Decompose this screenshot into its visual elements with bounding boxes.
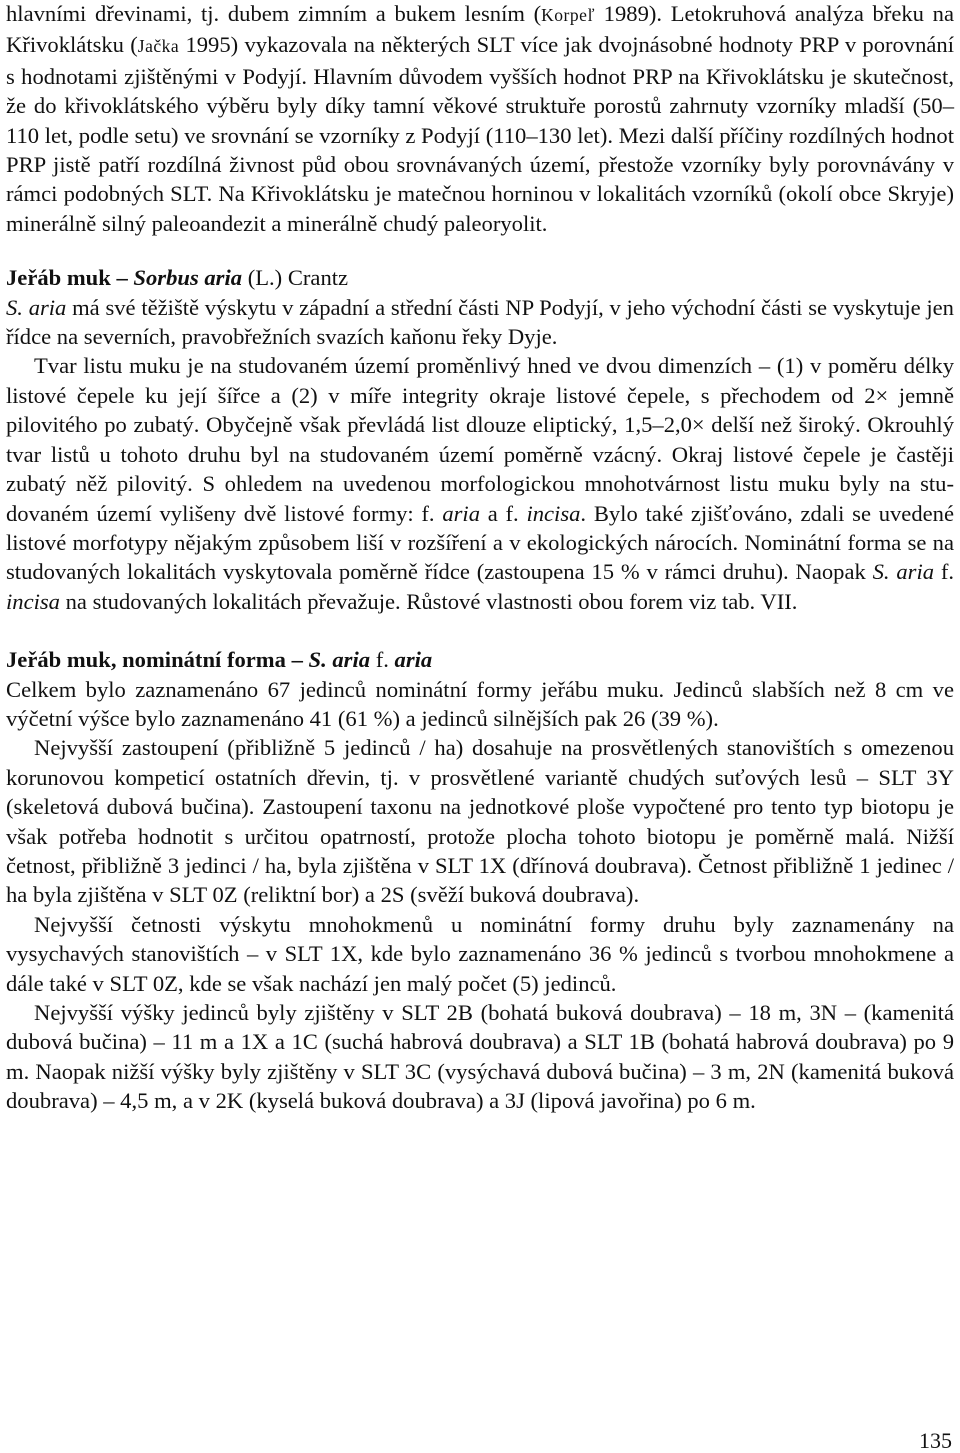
latin-name: incisa bbox=[526, 500, 581, 526]
text-run: Tvar listu muku je na studovaném území proměnlivý hned ve dvou dimenzích – (1) v poměru délky listové čepele ku její šířce a (2) v míře integrity okraje listové čepele, s přechodem od 2× jemně pilovitého po zubatý. Obyčejně však převládá list dlouze eliptický, 1,5–2,0× delší než široký. Okrouhlý tvar listů u tohoto druhu byl na studovaném území poměrně vzácný. Okraj listové čepele je častěji zubatý něž pilovitý. S ohledem na uvedenou morfologickou mnohotvárnost listu muku byly na studovaném území vylišeny dvě listové formy: f. bbox=[6, 353, 954, 526]
section-heading-sorbus-aria bbox=[6, 263, 954, 292]
text-run: 1989). Letokruhová analýza břeku na Křivoklátsku ( bbox=[6, 1, 955, 58]
paragraph-multistem: Nejvyšší četnosti výskytu mnohokmenů u nominátní formy druhu byly zaznamenány na vysychavých stanovištích – v SLT 1X, kde bylo zaznamenáno 36 % jedinců s tvorbou mnohokmene a dále také v SLT 0Z, kde se však nachází jen malý počet (5) jedinců. bbox=[6, 911, 954, 996]
latin-name: incisa bbox=[6, 588, 60, 614]
page-body bbox=[6, 0, 954, 1116]
text-run: má své těžiště výskytu v západní a střední části NP Podyjí, v jeho východní části se vyskytuje jen řídce na severních, pravobřežních svazích kaňonu řeky Dyje. bbox=[6, 294, 954, 350]
heading-latin-name: aria bbox=[394, 647, 433, 673]
text-run: 1995) vykazovala na některých SLT více jak dvojnásobné hodnoty PRP v porovnání s hodnotami zjištěnými v Podyjí. Hlavním důvodem vyšších hodnot PRP na Křivoklátsku je skutečnost, že do křivoklátského výběru byly díky tamní věkové struktuře porostů zahrnuty vzorníky mladší (50–110 let, podle setu) ve srovnání se vzorníky z Podyjí (110–130 let). Mezi další příčiny rozdílných hodnot PRP jistě patří rozdílná živnost půd obou srovnávaných území, přestože vzorníky byly porovnávány v rámci podobných SLT. Na Křivoklátsku je matečnou horninou v lokalitách vzorníků (okolí obce Skryje) minerálně silný paleoandezit a minerálně chudý paleoryolit. bbox=[6, 32, 955, 236]
heading-common-name: Jeřáb muk – bbox=[6, 265, 134, 291]
text-run: f. bbox=[934, 559, 954, 585]
latin-name: S. aria bbox=[6, 294, 67, 320]
paragraph-abundance: Nejvyšší zastoupení (přibližně 5 jedinců / ha) dosahuje na prosvětlených stanovištích s omezenou korunovou kompeticí ostatních dřevin, tj. v prosvětlené variantě chudých suťových lesů – SLT 3Y (skeletová dubová bučina). Zastoupení taxonu na jednotkové ploše vypočtené pro tento typ biotopu je však potřeba hodnotit s určitou opatrností, protože plocha tohoto biotopu je poměrně malá. Nižší četnost, přibližně 3 jedinci / ha, byla zjištěna v SLT 1X (dřínová doubrava). Četnost přibližně 1 jedinec / ha byla zjištěna v SLT 0Z (reliktní bor) a 2S (svěží buková doubrava). bbox=[6, 735, 954, 908]
latin-name: S. aria bbox=[872, 559, 935, 585]
paragraph-heights: Nejvyšší výšky jedinců byly zjištěny v SLT 2B (bohatá buková doubrava) – 18 m, 3N – (kamenitá dubová bučina) – 11 m a 1X a 1C (suchá habrová doubrava) a SLT 1B (bohatá habrová doubrava) po 9 m. Naopak nižší výšky byly zjištěny v SLT 3C (vysýchavá dubová bučina) – 3 m, 2N (kamenitá buková doubrava) – 4,5 m, a v 2K (kyselá buková doubrava) a 3J (lipová javořina) po 6 m. bbox=[6, 1000, 954, 1114]
heading-rank: f. bbox=[370, 647, 395, 673]
citation-author: Jačka bbox=[137, 36, 180, 57]
section-heading-nominate-form bbox=[6, 645, 954, 674]
page-number: 135 bbox=[919, 1428, 952, 1453]
paragraph-leaf-shape bbox=[6, 351, 954, 616]
citation-author: Korpeľ bbox=[541, 5, 595, 25]
heading-latin-name: Sorbus aria bbox=[133, 265, 243, 291]
heading-common-name: Jeřáb muk, nominátní forma – bbox=[6, 647, 309, 673]
text-run: a f. bbox=[480, 500, 527, 526]
latin-name: aria bbox=[442, 500, 480, 526]
heading-author: (L.) Crantz bbox=[242, 265, 349, 291]
text-run: na studovaných lokalitách převažuje. Růstové vlastnosti obou forem viz tab. VII. bbox=[59, 588, 798, 614]
paragraph-distribution bbox=[6, 293, 954, 352]
section-spacer bbox=[6, 616, 954, 645]
paragraph-count: Celkem bylo zaznamenáno 67 jedinců nominátní formy jeřábu muku. Jedinců slabších než 8 cm ve výčetní výšce bylo zaznamenáno 41 (61 %) a jedinců silnějších pak 26 (39 %). bbox=[6, 676, 954, 731]
text-run: . Bylo také zjišťováno, zdali se uvedené listové morfotypy nějakým způsobem liší v rozšíření a v ekologických nárocích. Nominátní forma se na studovaných lokalitách vyskytovala poměrně řídce (zastoupena 15 % v rámci druhu). Naopak bbox=[6, 500, 954, 585]
heading-latin-name: S. aria bbox=[308, 647, 371, 673]
paragraph-continued-discussion bbox=[6, 0, 954, 238]
section-spacer bbox=[6, 238, 954, 263]
text-run: hlavními dřevinami, tj. dubem zimním a bukem lesním ( bbox=[6, 1, 542, 26]
